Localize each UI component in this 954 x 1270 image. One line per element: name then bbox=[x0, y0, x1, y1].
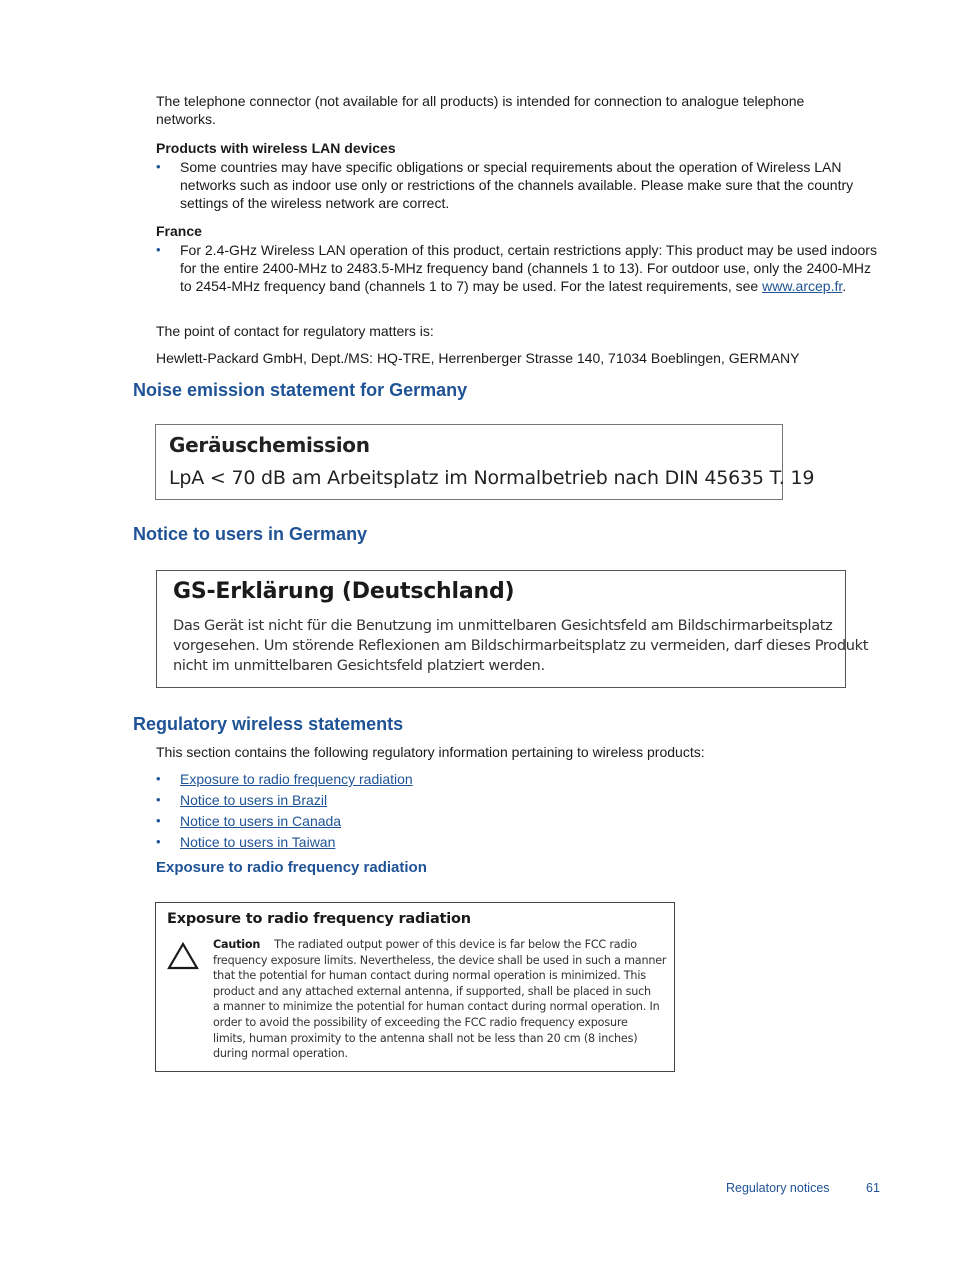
exposure-box bbox=[155, 902, 675, 1072]
france-bullet-body: For 2.4-GHz Wireless LAN operation of this product, certain restrictions apply: This product may be used indoors for the entire 2400-MHz to 2483.5-MHz frequency band (channels 1 to 13). For outdoor use, only the 2400-MHz to 2454-MHz frequency band (channels 1 to 7) may be used. For the latest requirements, see bbox=[180, 242, 877, 294]
link-notice-taiwan[interactable]: Notice to users in Taiwan bbox=[180, 834, 336, 850]
gs-box-line-2: vorgesehen. Um störende Reflexionen am Bildschirmarbeitsplatz zu vermeiden, darf dieses Produkt bbox=[173, 637, 869, 654]
caution-triangle-icon bbox=[167, 941, 199, 971]
contact-address: Hewlett-Packard GmbH, Dept./MS: HQ-TRE, Herrenberger Strasse 140, 71034 Boeblingen, GERMANY bbox=[156, 350, 800, 366]
bullet-icon: • bbox=[156, 771, 161, 786]
france-bullet-end: . bbox=[842, 278, 847, 294]
noise-box-title: Geräuschemission bbox=[169, 433, 370, 457]
bullet-icon: • bbox=[156, 813, 161, 828]
caution-line-first bbox=[213, 937, 663, 953]
notice-germany-heading: Notice to users in Germany bbox=[133, 524, 368, 544]
caution-line: product and any attached external antenna, if supported, shall be placed in such bbox=[213, 984, 651, 998]
contact-intro: The point of contact for regulatory matters is: bbox=[156, 323, 434, 339]
arcep-link[interactable]: www.arcep.fr bbox=[762, 278, 843, 294]
intro-paragraph: The telephone connector (not available for all products) is intended for connection to analogue telephone networks. bbox=[156, 93, 805, 127]
gs-box-line-3: nicht im unmittelbaren Gesichtsfeld platziert werden. bbox=[173, 657, 545, 674]
link-notice-brazil[interactable]: Notice to users in Brazil bbox=[180, 792, 328, 808]
bullet-icon: • bbox=[156, 834, 161, 849]
bullet-icon: • bbox=[156, 792, 161, 807]
bullet-icon: • bbox=[156, 242, 161, 257]
gs-box-line-1: Das Gerät ist nicht für die Benutzung im unmittelbaren Gesichtsfeld am Bildschirmarbeitsplatz bbox=[173, 617, 833, 634]
gs-box-title: GS-Erklärung (Deutschland) bbox=[173, 579, 515, 604]
caution-line: limits, human proximity to the antenna shall not be less than 20 cm (8 inches) bbox=[213, 1031, 638, 1045]
wireless-lan-heading: Products with wireless LAN devices bbox=[156, 140, 396, 156]
france-heading: France bbox=[156, 223, 202, 239]
noise-emission-box bbox=[155, 424, 815, 500]
link-exposure-radio[interactable]: Exposure to radio frequency radiation bbox=[180, 771, 413, 787]
caution-line: order to avoid the possibility of exceeding the FCC radio frequency exposure bbox=[213, 1015, 628, 1029]
regulatory-wireless-intro: This section contains the following regulatory information pertaining to wireless products: bbox=[156, 744, 705, 760]
footer-section-name: Regulatory notices bbox=[726, 1181, 830, 1195]
caution-label: Caution bbox=[213, 938, 261, 951]
caution-first-text: The radiated output power of this device is far below the FCC radio bbox=[274, 938, 637, 951]
page-number: 61 bbox=[866, 1181, 880, 1195]
caution-line: during normal operation. bbox=[213, 1047, 348, 1061]
link-notice-canada[interactable]: Notice to users in Canada bbox=[180, 813, 342, 829]
exposure-heading: Exposure to radio frequency radiation bbox=[156, 859, 427, 876]
exposure-box-title: Exposure to radio frequency radiation bbox=[167, 911, 471, 927]
caution-line: that the potential for human contact during normal operation is minimized. This bbox=[213, 969, 646, 983]
wireless-lan-bullet-text: Some countries may have specific obligations or special requirements about the operation of Wireless LAN networks such as indoor use only or restrictions of the channels available. Please make sure that the country settings of the wireless network are correct. bbox=[180, 159, 854, 211]
caution-line: a manner to minimize the potential for human contact during normal operation. In bbox=[213, 1000, 660, 1014]
caution-line: frequency exposure limits. Nevertheless, the device shall be used in such a manner bbox=[213, 953, 667, 967]
gs-declaration-box bbox=[156, 570, 869, 688]
noise-heading: Noise emission statement for Germany bbox=[133, 380, 468, 400]
caution-text-block bbox=[213, 937, 667, 1062]
regulatory-wireless-heading: Regulatory wireless statements bbox=[133, 714, 404, 734]
france-bullet-text bbox=[180, 241, 880, 295]
noise-box-text: LpA < 70 dB am Arbeitsplatz im Normalbetrieb nach DIN 45635 T. 19 bbox=[169, 467, 815, 489]
bullet-icon: • bbox=[156, 159, 161, 174]
